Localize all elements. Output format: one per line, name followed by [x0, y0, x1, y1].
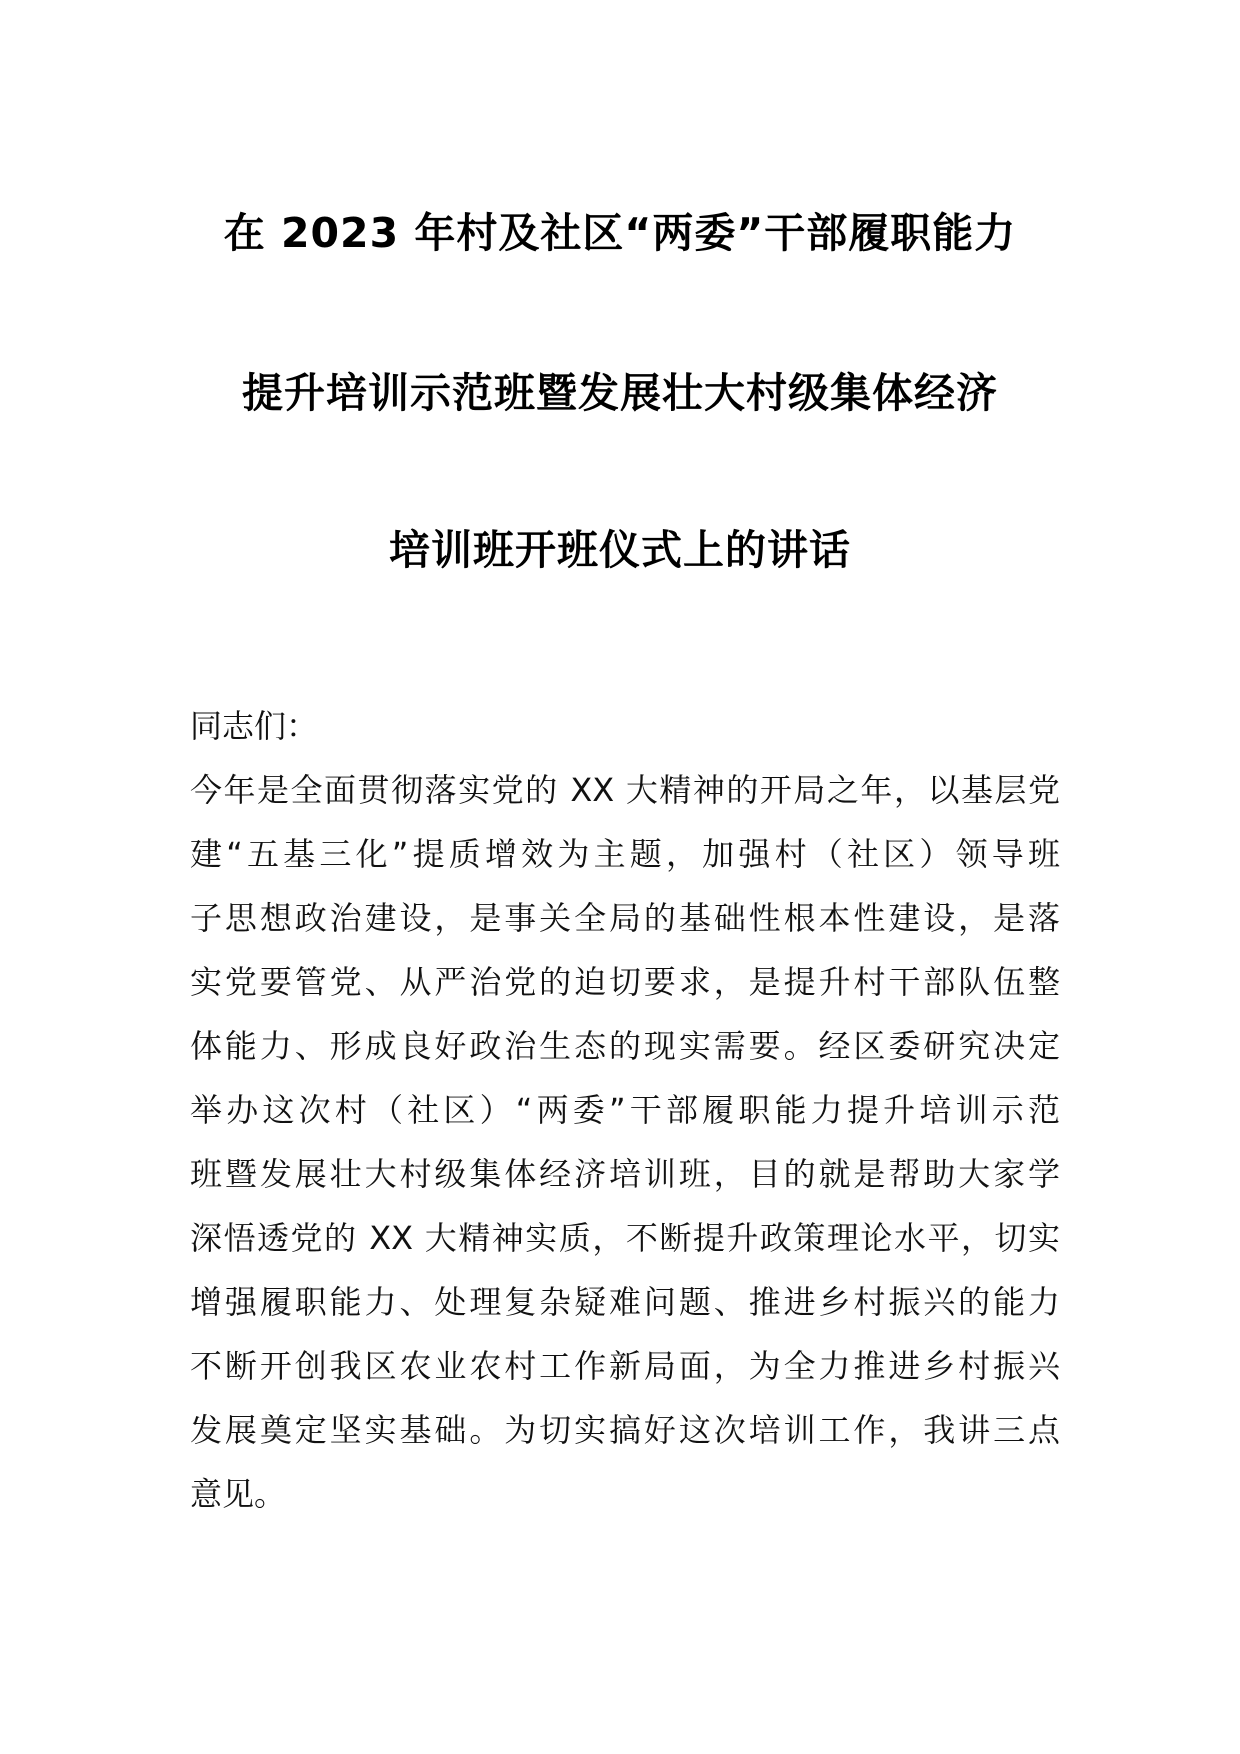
- body-line: 举办这次村（社区）“两委”干部履职能力提升培训示范: [190, 1091, 1060, 1129]
- document-title-line-2: 提升培训示范班暨发展壮大村级集体经济: [242, 369, 998, 417]
- body-line: 子思想政治建设，是事关全局的基础性根本性建设，是落: [190, 899, 1060, 937]
- body-line: 班暨发展壮大村级集体经济培训班，目的就是帮助大家学: [190, 1155, 1060, 1193]
- body-line: 今年是全面贯彻落实党的 XX 大精神的开局之年，以基层党: [190, 771, 1060, 809]
- salutation: 同志们：: [190, 707, 319, 745]
- body-line: 体能力、形成良好政治生态的现实需要。经区委研究决定: [190, 1027, 1060, 1065]
- document-title-line-1: 在 2023 年村及社区“两委”干部履职能力: [223, 209, 1017, 257]
- body-line: 发展奠定坚实基础。为切实搞好这次培训工作，我讲三点: [190, 1411, 1060, 1449]
- body-line: 深悟透党的 XX 大精神实质，不断提升政策理论水平，切实: [190, 1219, 1060, 1257]
- body-line: 增强履职能力、处理复杂疑难问题、推进乡村振兴的能力: [190, 1283, 1060, 1321]
- document-title-line-3: 培训班开班仪式上的讲话: [389, 526, 851, 574]
- body-line: 意见。: [190, 1475, 287, 1513]
- body-line: 实党要管党、从严治党的迫切要求，是提升村干部队伍整: [190, 963, 1060, 1001]
- body-line: 不断开创我区农业农村工作新局面，为全力推进乡村振兴: [190, 1347, 1060, 1385]
- body-line: 建“五基三化”提质增效为主题，加强村（社区）领导班: [190, 835, 1060, 873]
